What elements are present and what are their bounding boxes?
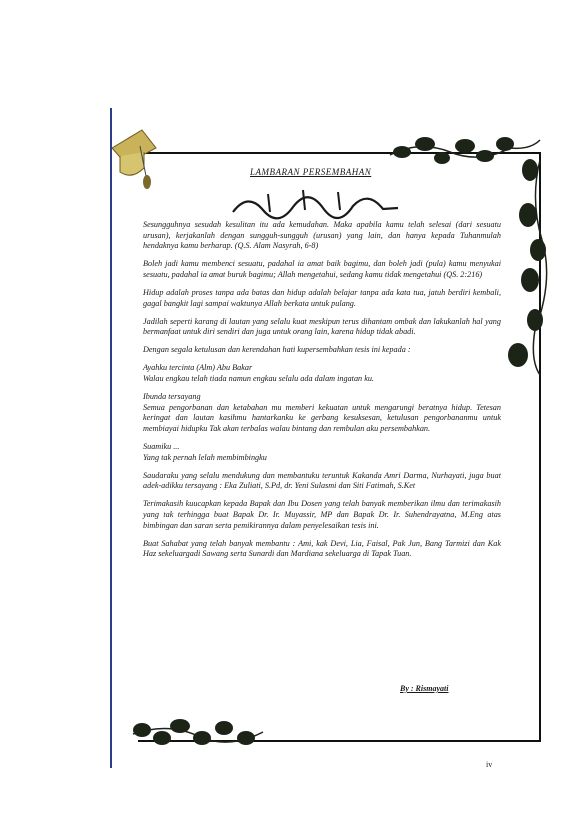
paragraph-life: Hidup adalah proses tanpa ada batas dan hidup adalah belajar tanpa ada kata tua, jatuh berdiri kembali, gagal bangkit lagi sampai waktunya Allah berkata untuk pulang. xyxy=(143,287,501,308)
paragraph-quran-baqarah: Boleh jadi kamu membenci sesuatu, padahal ia amat baik bagimu, dan boleh jadi (pula) kamu menyukai sesuatu, padahal ia amat buruk bagimu; Allah mengetahui, sedang kamu tidak mengetahui (QS. 2:216) xyxy=(143,259,501,279)
paragraph-dedication-intro: Dengan segala ketulusan dan kerendahan hati kupersembahkan tesis ini kepada : xyxy=(143,345,411,355)
paragraph-lecturers: Terimakasih kuucapkan kepada Bapak dan Ibu Dosen yang telah banyak memberikan ilmu dan terimakasih yang tak terhingga buat Bapak Dr. Ir. Muyassir, MP dan Bapak Dr. Ir. Suhendrayatna, M.Eng atas bimbingan dan saran serta pemikirannya dalam penyelesaikan tesis ini. xyxy=(143,499,501,530)
margin-line xyxy=(110,108,112,768)
dedication-body xyxy=(143,220,501,567)
signature: By : Rismayati xyxy=(400,684,449,693)
page-title: LAMBARAN PERSEMBAHAN xyxy=(250,167,372,177)
paragraph-karang: Jadilah seperti karang di lautan yang selalu kuat meskipun terus dihantam ombak dan lakukanlah hal yang bermanfaat untuk diri sendiri dan juga untuk orang lain, karena hidup tidak abadi. xyxy=(143,316,501,337)
graduation-cap-icon xyxy=(110,128,158,198)
paragraph-husband: Suamiku ... Yang tak pernah lelah membimbingku xyxy=(143,442,267,462)
paragraph-quran-nasyrah: Sesungguhnya sesudah kesulitan itu ada kemudahan. Maka apabila kamu telah selesai (dari sesuatu urusan), kerjakanlah dengan sungguh-sungguh (urusan) yang lain, dan hanya kepada Tuhanmulah hendaknya kamu berharap. (Q.S. Alam Nasyrah, 6-8) xyxy=(143,220,501,251)
paragraph-friends: Buat Sahabat yang telah banyak membantu : Ami, kak Devi, Lia, Faisal, Pak Jun, Bang Tarmizi dan Kak Haz sekeluargadi Sawang serta Sunardi dan Mardiana sekeluarga di Tapak Tuan. xyxy=(143,538,501,559)
vine-ornament-bottom-left-icon xyxy=(128,712,268,752)
bismillah-calligraphy-icon xyxy=(228,182,403,222)
paragraph-siblings: Saudaraku yang selalu mendukung dan membantuku teruntuk Kakanda Amri Darma, Nurhayati, juga buat adek-adikku tersayang : Eka Zuliati, S.Pd, dr. Yeni Sulasmi dan Siti Fatimah, S.Ket xyxy=(143,470,501,491)
paragraph-mother: Ibunda tersayang Semua pengorbanan dan ketabahan mu memberi kekuatan untuk mengarungi beratnya hidup. Tetesan keringat dan lautan kasihmu hantarkanku ke gerbang kesuksesan, ketulusan pengorbananmu untuk membiayai hidupku Tak akan terbalas walau bintang dan rembulan aku persembahkan. xyxy=(143,392,501,433)
page-number: iv xyxy=(486,760,493,769)
paragraph-father: Ayahku tercinta (Alm) Abu Bakar Walau engkau telah tiada namun engkau selalu ada dalam ingatan ku. xyxy=(143,363,374,384)
